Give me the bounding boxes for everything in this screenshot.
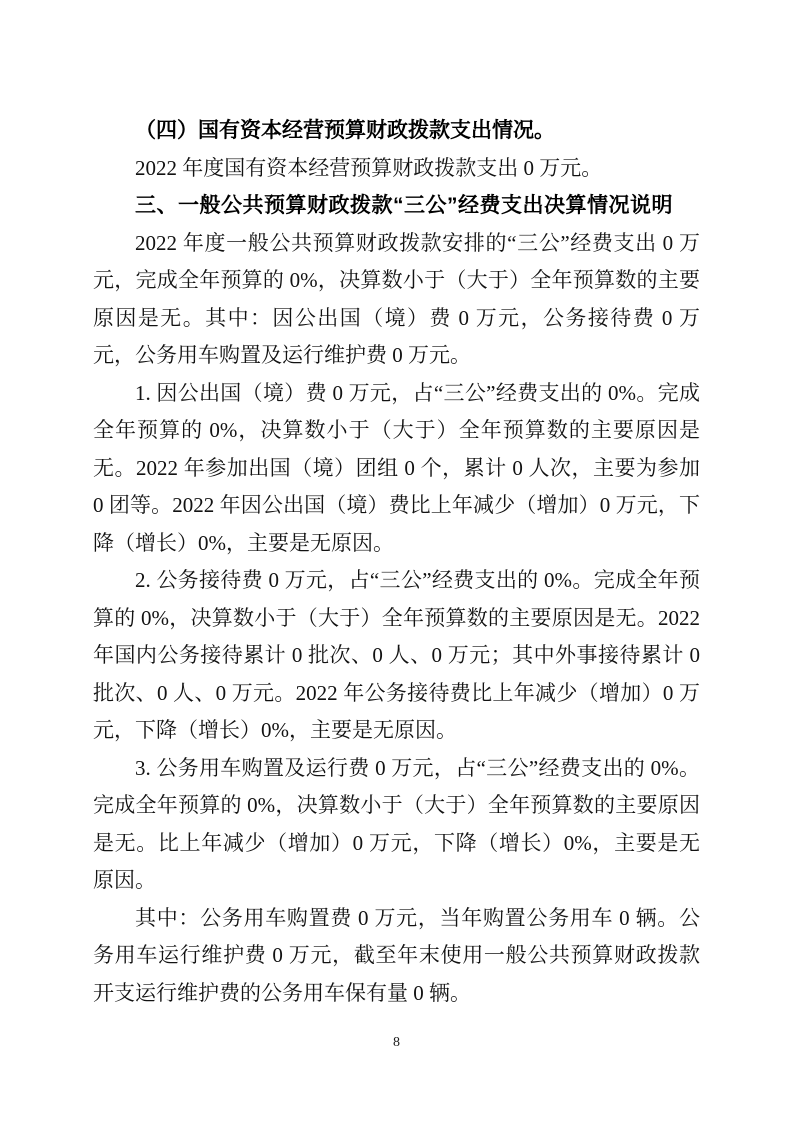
paragraph-item1-overseas-trips: 1. 因公出国（境）费 0 万元，占“三公”经费支出的 0%。完成全年预算的 0%，决算数小于（大于）全年预算数的主要原因是无。2022 年参加出国（境）团组 0 个，累计 0 人次，主要为参加 0 团等。2022 年因公出国（境）费比上年减少（增加）0 万元，下降（增长）0%，主要是无原因。 bbox=[93, 380, 700, 555]
subsection-heading-state-capital-expenditure: （四）国有资本经营预算财政拨款支出情况。 bbox=[135, 118, 555, 142]
paragraph-three-public-overview: 2022 年度一般公共预算财政拨款安排的“三公”经费支出 0 万元，完成全年预算的 0%，决算数小于（大于）全年预算数的主要原因是无。其中：因公出国（境）费 0 万元，公务接待费 0 万元，公务用车购置及运行维护费 0 万元。 bbox=[93, 230, 700, 367]
page-footer bbox=[0, 1033, 793, 1053]
paragraph-item3-official-vehicles: 3. 公务用车购置及运行费 0 万元，占“三公”经费支出的 0%。完成全年预算的 0%，决算数小于（大于）全年预算数的主要原因是无。比上年减少（增加）0 万元，下降（增长）0%，主要是无原因。 bbox=[93, 755, 700, 892]
paragraph-state-capital-expenditure: 2022 年度国有资本经营预算财政拨款支出 0 万元。 bbox=[135, 155, 603, 180]
section-heading-three-public-expenses: 三、一般公共预算财政拨款“三公”经费支出决算情况说明 bbox=[135, 194, 673, 217]
page-number: 8 bbox=[393, 1035, 400, 1050]
paragraph-item2-official-reception: 2. 公务接待费 0 万元，占“三公”经费支出的 0%。完成全年预算的 0%，决算数小于（大于）全年预算数的主要原因是无。2022 年国内公务接待累计 0 批次、0 人、0 万元；其中外事接待累计 0 批次、0 人、0 万元。2022 年公务接待费比上年减少（增加）0 万元，下降（增长）0%，主要是无原因。 bbox=[93, 568, 700, 742]
document-body bbox=[93, 112, 700, 1012]
paragraph-vehicle-details: 其中：公务用车购置费 0 万元，当年购置公务用车 0 辆。公务用车运行维护费 0 万元，截至年末使用一般公共预算财政拨款开支运行维护费的公务用车保有量 0 辆。 bbox=[93, 905, 700, 1005]
